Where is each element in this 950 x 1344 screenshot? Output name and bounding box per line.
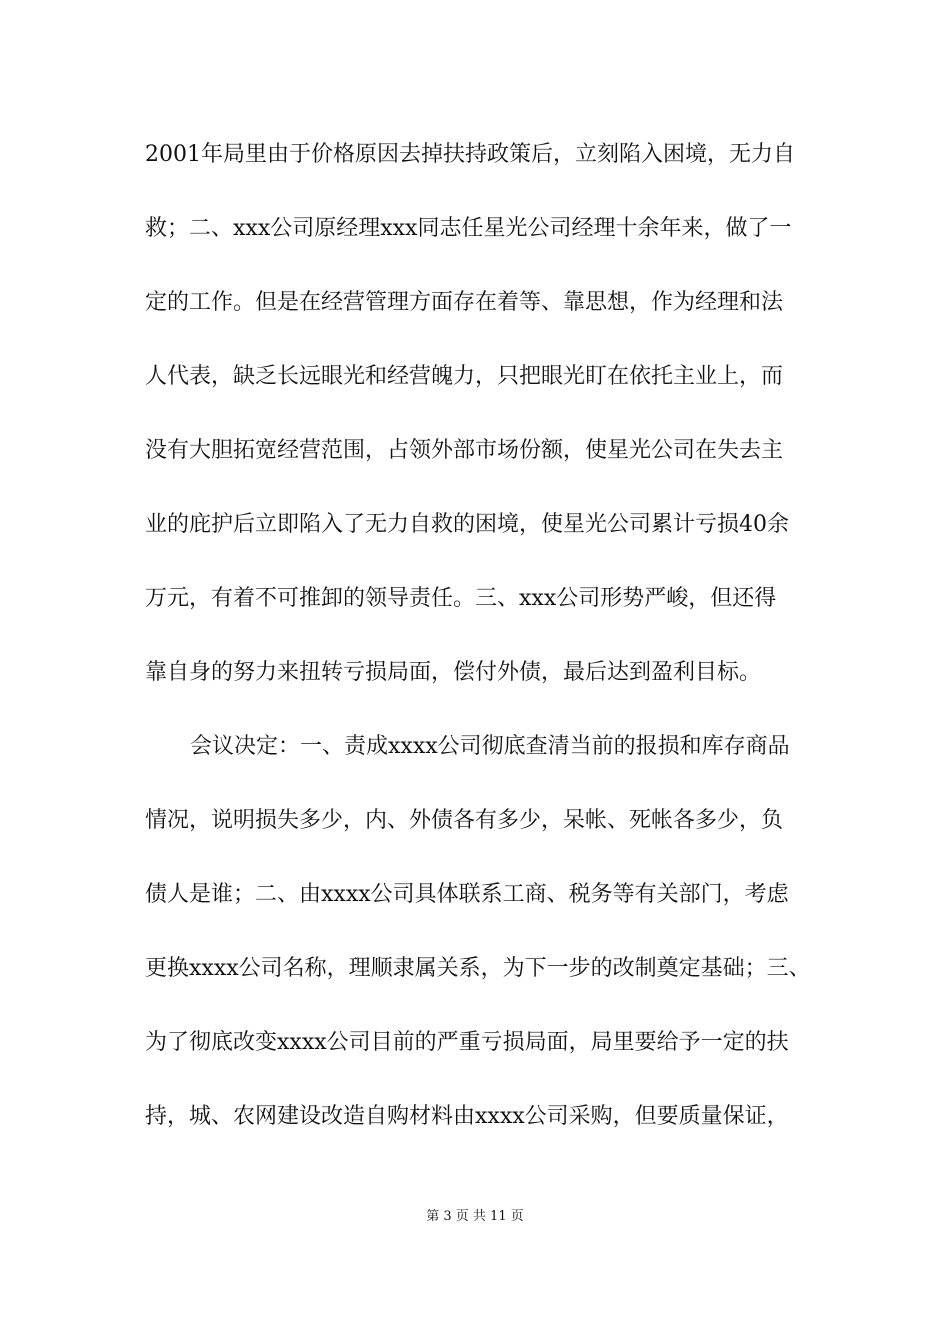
body-line-9: 会议决定：一、责成xxxx公司彻底查清当前的报损和库存商品 [190,734,790,759]
body-line-2: 救；二、xxx公司原经理xxx同志任星光公司经理十余年来，做了一 [145,216,792,241]
body-line-1: 2001年局里由于价格原因去掉扶持政策后，立刻陷入困境，无力自 [145,142,795,167]
body-line-12: 更换xxxx公司名称，理顺隶属关系，为下一步的改制奠定基础；三、 [145,956,811,981]
body-line-5: 没有大胆拓宽经营范围，占领外部市场份额，使星光公司在失去主 [145,438,784,463]
body-line-11: 债人是谁；二、由xxxx公司具体联系工商、税务等有关部门，考虑 [145,882,789,907]
body-line-10: 情况，说明损失多少，内、外债各有多少，呆帐、死帐各多少，负 [145,808,784,833]
page-footer: 第 3 页 共 11 页 [426,1209,524,1224]
body-line-14: 持，城、农网建设改造自购材料由xxxx公司采购，但要质量保证， [145,1104,789,1129]
body-line-13: 为了彻底改变xxxx公司目前的严重亏损局面，局里要给予一定的扶 [145,1030,789,1055]
body-line-8: 靠自身的努力来扭转亏损局面，偿付外债，最后达到盈利目标。 [145,660,762,685]
body-line-3: 定的工作。但是在经营管理方面存在着等、靠思想，作为经理和法 [145,290,784,315]
body-line-7: 万元，有着不可推卸的领导责任。三、xxx公司形势严峻，但还得 [145,586,777,611]
body-line-6: 业的庇护后立即陷入了无力自救的困境，使星光公司累计亏损40余 [145,512,789,537]
body-line-4: 人代表，缺乏长远眼光和经营魄力，只把眼光盯在依托主业上，而 [145,364,784,389]
